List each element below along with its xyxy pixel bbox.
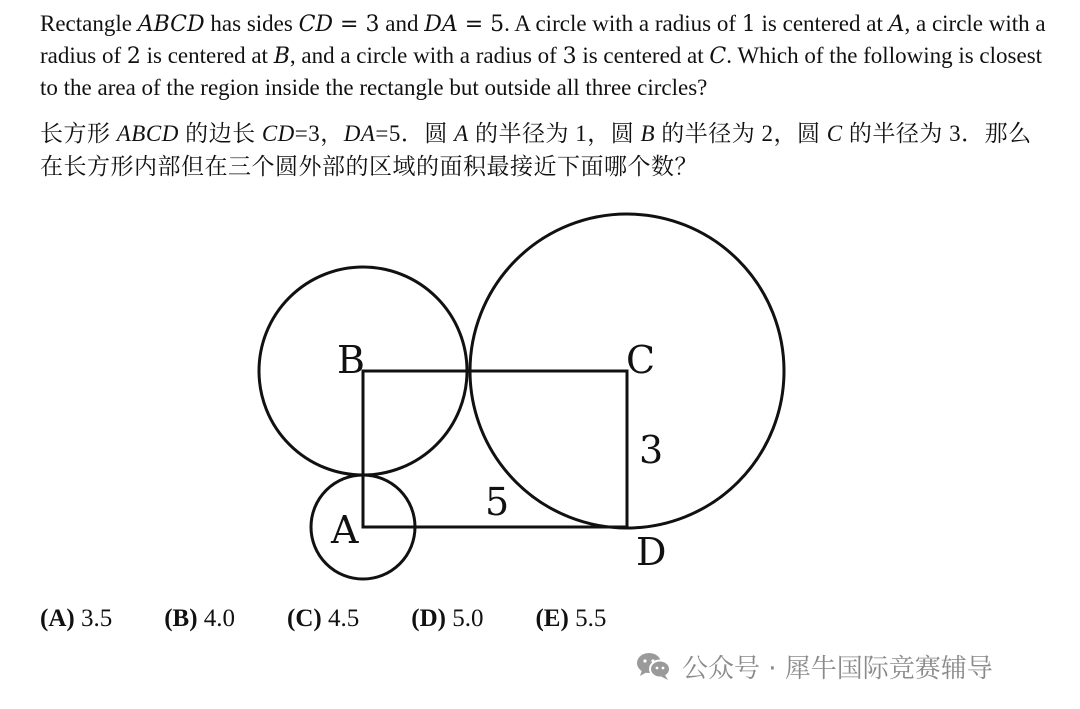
math-abcd: ABCD [137, 12, 205, 37]
vertex-label-a: A [331, 508, 359, 552]
answer-choices [40, 605, 658, 633]
choice-e[interactable]: (E) 5.5 [535, 605, 607, 632]
problem-statement-zh: 长方形 ABCD 的边长 CD=3，DA=5．圆 A 的半径为 1，圆 B 的半径为 2，圆 C 的半径为 3．那么在长方形内部但在三个圆外部的区域的面积最接近下面哪个数？ [40, 121, 1032, 179]
choice-b[interactable]: (B) 4.0 [164, 605, 236, 632]
wechat-watermark [636, 646, 993, 686]
choice-a[interactable]: (A) 3.5 [40, 605, 113, 632]
side-length-da: 5 [485, 480, 510, 524]
vertex-label-d: D [636, 530, 667, 574]
wechat-icon [636, 651, 672, 681]
watermark-text: 公众号 · 犀牛国际竞赛辅导 [682, 653, 993, 684]
choice-c[interactable]: (C) 4.5 [287, 605, 360, 632]
side-length-cd: 3 [639, 428, 664, 472]
vertex-label-b: B [337, 338, 365, 382]
problem-statement-en: Rectangle ABCD has sides CD = 3 and DA = 5. A circle with a radius of 1 is centered at A, a circle with a radius of 2 is centered at B, and a circle with a radius of 3 is centered at C. Which of the following is closest to the area of the region inside the rectangle but outside all three circles? [40, 11, 1046, 100]
choice-d[interactable]: (D) 5.0 [411, 605, 484, 632]
vertex-label-c: C [626, 338, 656, 382]
